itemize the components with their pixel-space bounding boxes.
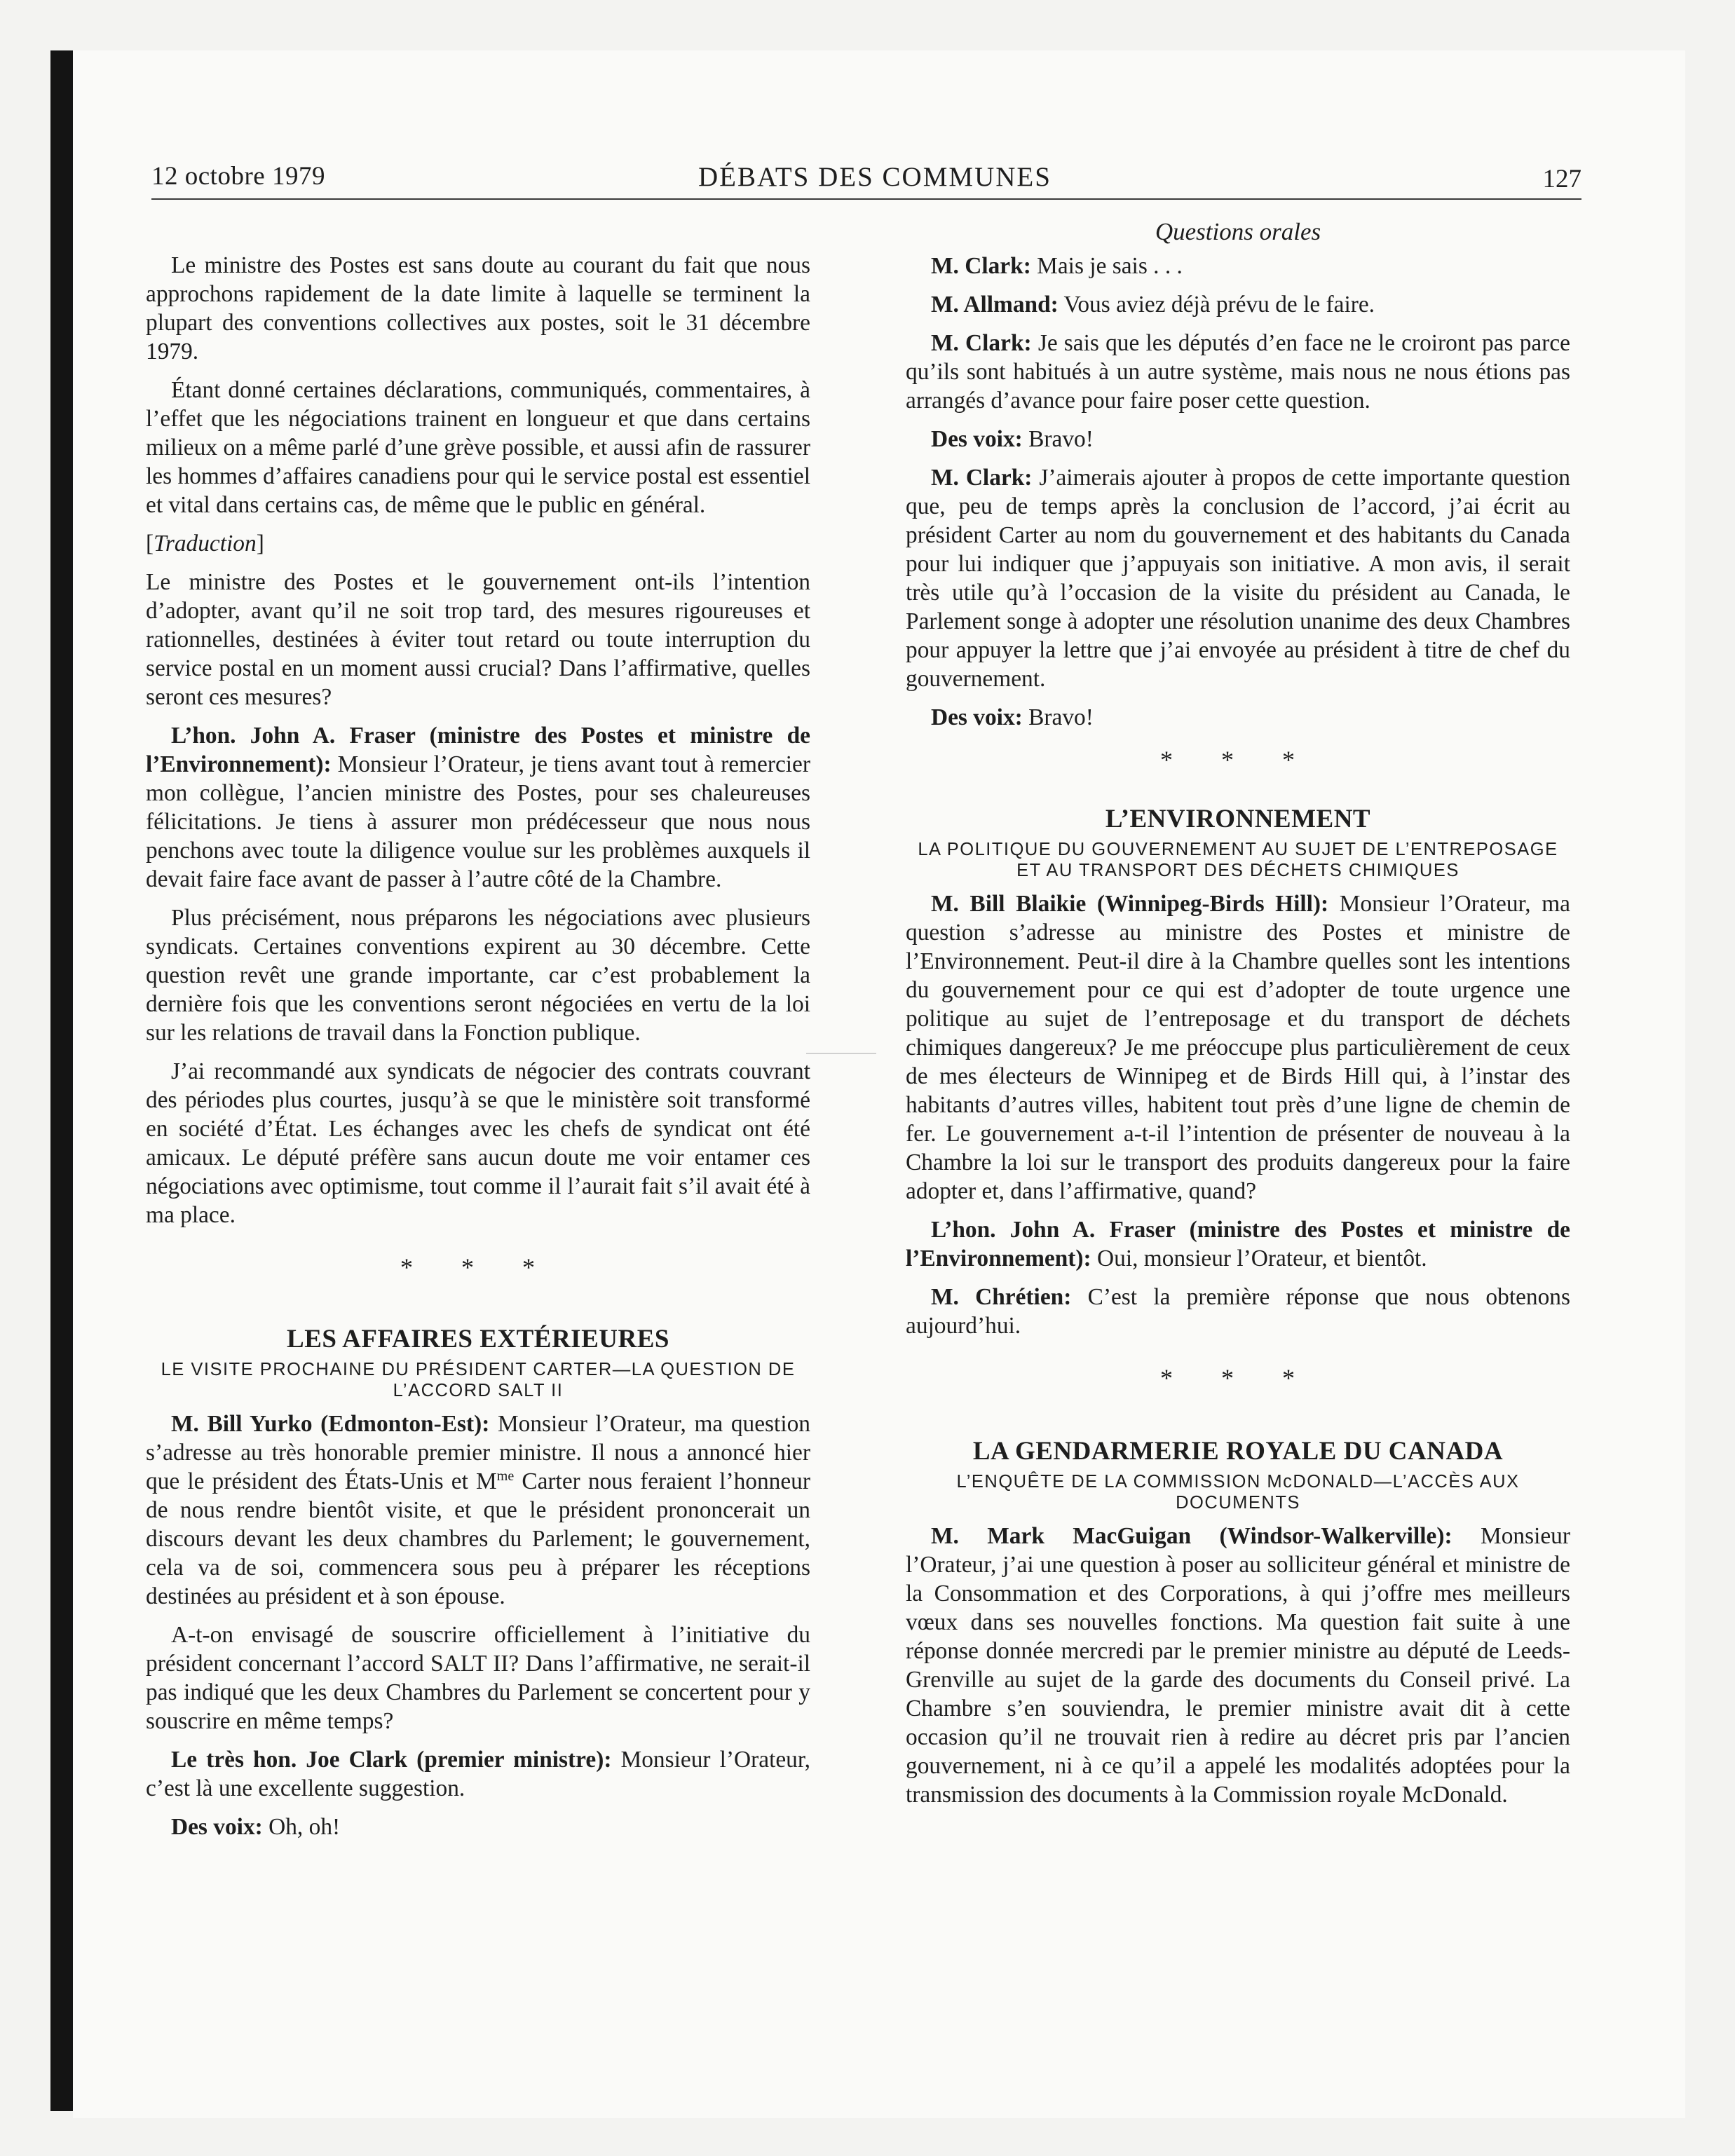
speech-entry: [906, 290, 1570, 319]
scan-edge-bar: [50, 50, 73, 2111]
section-subhead: LE VISITE PROCHAINE DU PRÉSIDENT CARTER—LA QUESTION DE L’ACCORD SALT II: [161, 1360, 796, 1400]
header-rule: [151, 198, 1581, 200]
header-journal-title: DÉBATS DES COMMUNES: [698, 162, 1052, 192]
paragraph: A-t-on envisagé de souscrire officiellement à l’initiative du président concernant l’accord SALT II? Dans l’affirmative, ne serait-il pas indiqué que les deux Chambres du Parlement se concertent pour y souscrire en même temps?: [146, 1622, 810, 1734]
paragraph: Le ministre des Postes est sans doute au courant du fait que nous approchons rapidement de la date limite à laquelle se terminent la plupart des conventions collectives aux postes, soit le 31 décembre 1979.: [146, 252, 810, 364]
speech-text: Monsieur l’Orateur, ma question s’adresse au ministre des Postes et ministre de l’Environnement. Peut-il dire à la Chambre quelles sont les intentions du gouvernement pour ce qui est d’adopter de toute urgence une politique au sujet de l’entreposage et du transport de déchets chimiques dangereux? Je me préoccupe plus particulièrement de ceux de mes électeurs de Winnipeg et de Birds Hill qui, à l’instar des habitants d’autres villes, habitent tout près d’une ligne de chemin de fer. Le gouvernement a-t-il l’intention de présenter de nouveau à la Chambre la loi sur le transport des produits dangereux pour la faire adopter et, dans l’affirmative, quand?: [906, 891, 1570, 1204]
left-column: [146, 251, 810, 1851]
running-head: Questions orales: [1155, 218, 1321, 245]
paragraph: J’ai recommandé aux syndicats de négocier des contrats couvrant des périodes plus courtes, jusqu’à se que le ministère soit transformé en société d’État. Les échanges avec les chefs de syndicat ont été amicaux. Le député préfère sans aucun doute me voir entamer ces négociations avec optimisme, tout comme il l’aurait fait s’il avait été à ma place.: [146, 1058, 810, 1228]
speech-chretien: [906, 1283, 1570, 1340]
speech-text: Mais je sais . . .: [1030, 253, 1183, 279]
speech-text: Bravo!: [1022, 704, 1094, 730]
speech-text: Bravo!: [1022, 426, 1094, 452]
translation-tag-label: Traduction: [154, 531, 257, 557]
speaker-name: Des voix:: [171, 1814, 263, 1840]
speaker-name: M. Clark:: [931, 465, 1033, 491]
speech-entry: [906, 703, 1570, 732]
speaker-name: Des voix:: [931, 426, 1023, 452]
speech-text: Monsieur l’Orateur, ma question s’adresse au très honorable premier ministre. Il nous a annoncé hier que le président des États-Unis et M: [146, 1411, 810, 1494]
speech-fraser: [906, 1215, 1570, 1273]
speech-entry: [906, 463, 1570, 693]
speaker-name: Des voix:: [931, 704, 1023, 730]
speech-text: Monsieur l’Orateur, j’ai une question à poser au solliciteur général et ministre de la Consommation et des Corporations, à qui j’offre mes meilleurs vœux dans ses nouvelles fonctions. Ma question fait suite à une réponse donnée mercredi par le premier ministre au député de Leeds-Grenville au sujet de la garde des documents du Conseil privé. La Chambre s’en souviendra, le premier ministre avait dit à cette occasion qu’il ne trouvait rien à redire au décret pris par l’ancien gouvernement, ni à ce qu’il a appelé les modalités adoptées pour la transmission des documents à la Commission royale McDonald.: [906, 1523, 1570, 1808]
speech-text: Monsieur l’Orateur, je tiens avant tout à remercier mon collègue, l’ancien ministre des Postes, pour ses chaleureuses félicitations. Je tiens à assurer mon prédécesseur que nous nous penchons avec toute la diligence voulue sur les problèmes auxquels il devait faire face avant de passer à l’autre côté de la Chambre.: [146, 751, 810, 892]
paragraph: Plus précisément, nous préparons les négociations avec plusieurs syndicats. Certaines conventions expirent au 30 décembre. Cette question revêt une grande importante, car c’est probablement la dernière fois que les conventions seront négociées en vertu de la loi sur les relations de travail dans la Fonction publique.: [146, 905, 810, 1046]
speech-text: Monsieur l’Orateur, c’est là une excellente suggestion.: [146, 1747, 810, 1801]
speech-macguigan: [906, 1522, 1570, 1809]
section-separator: * * *: [400, 1253, 556, 1281]
speaker-name: L’hon. John A. Fraser (ministre des Postes et ministre de l’Environnement):: [906, 1217, 1570, 1271]
speech-entry: [906, 252, 1570, 280]
section-subhead: LA POLITIQUE DU GOUVERNEMENT AU SUJET DE L’ENTREPOSAGE ET AU TRANSPORT DES DÉCHETS CHIMIQUES: [918, 840, 1558, 880]
speech-text: Je sais que les députés d’en face ne le croiront pas parce qu’ils sont habitués à un autre système, mais nous ne nous étions pas arrangés d’avance pour faire poser cette question.: [906, 330, 1570, 414]
speaker-name: L’hon. John A. Fraser (ministre des Postes et ministre de l’Environnement):: [146, 723, 810, 777]
section-title: L’ENVIRONNEMENT: [1105, 805, 1371, 833]
section-title: LES AFFAIRES EXTÉRIEURES: [287, 1325, 669, 1353]
speech-entry: [906, 329, 1570, 415]
paragraph: Le ministre des Postes et le gouvernement ont-ils l’intention d’adopter, avant qu’il ne soit trop tard, des mesures rigoureuses et rationnelles, destinées à éviter tout retard ou toute interruption du service postal en un moment aussi crucial? Dans l’affirmative, quelles seront ces mesures?: [146, 569, 810, 710]
translation-tag: [Traduction]: [146, 531, 264, 557]
speech-blaikie: [906, 889, 1570, 1206]
speech-text: Vous aviez déjà prévu de le faire.: [1058, 292, 1375, 318]
section-title: LA GENDARMERIE ROYALE DU CANADA: [972, 1437, 1504, 1466]
speaker-name: Le très hon. Joe Clark (premier ministre):: [171, 1747, 612, 1773]
speech-text: C’est la première réponse que nous obtenons aujourd’hui.: [906, 1284, 1570, 1339]
section-separator: * * *: [1160, 746, 1316, 774]
speaker-name: M. Allmand:: [931, 292, 1059, 318]
speech-yurko: [146, 1410, 810, 1611]
header-date: 12 octobre 1979: [151, 162, 325, 191]
speech-text: Carter nous feraient l’honneur de nous rendre bientôt visite, et que le président prononcerait un discours devant les deux chambres du Parlement; le gouvernement, cela va de soi, commencera sous peu à préparer les réceptions destinées au président et à son épouse.: [146, 1468, 810, 1609]
speaker-name: M. Bill Yurko (Edmonton-Est):: [171, 1411, 490, 1437]
speaker-name: M. Clark:: [931, 330, 1032, 356]
speech-clark: [146, 1745, 810, 1803]
speaker-name: M. Clark:: [931, 253, 1031, 279]
speech-text: Oui, monsieur l’Orateur, et bientôt.: [1091, 1246, 1427, 1271]
speech-text: Oh, oh!: [262, 1814, 341, 1840]
speech-entry: [906, 425, 1570, 453]
scan-artifact-line: [806, 1053, 876, 1054]
speaker-name: M. Bill Blaikie (Winnipeg-Birds Hill):: [931, 891, 1329, 917]
page-header: [151, 158, 1581, 200]
speech-fraser: [146, 721, 810, 894]
speech-text: J’aimerais ajouter à propos de cette importante question que, peu de temps après la conclusion de l’accord, j’ai écrit au président Carter au nom du gouvernement et des habitants du Canada pour lui indiquer que j’appuyais son initiative. A mon avis, il serait très utile qu’à l’occasion de la visite du président au Canada, le Parlement songe à adopter une résolution unanime des deux Chambres pour appuyer la lettre que j’ai envoyée au président à titre de chef du gouvernement.: [906, 465, 1571, 692]
section-subhead: L’ENQUÊTE DE LA COMMISSION McDONALD—L’ACCÈS AUX DOCUMENTS: [956, 1472, 1520, 1513]
speech-voices: [146, 1813, 810, 1841]
right-column: [906, 217, 1570, 1819]
header-page-number: 127: [1542, 165, 1581, 193]
paragraph: Étant donné certaines déclarations, communiqués, commentaires, à l’effet que les négociations trainent en longueur et que dans certains milieux on a même parlé d’une grève possible, et aussi afin de rassurer les hommes d’affaires canadiens pour qui le service postal est essentiel et vital dans certains cas, de même que le public en général.: [146, 377, 810, 518]
speaker-name: M. Chrétien:: [931, 1284, 1072, 1310]
superscript: me: [496, 1468, 515, 1484]
section-separator: * * *: [1160, 1364, 1316, 1392]
speaker-name: M. Mark MacGuigan (Windsor-Walkerville):: [931, 1523, 1452, 1549]
